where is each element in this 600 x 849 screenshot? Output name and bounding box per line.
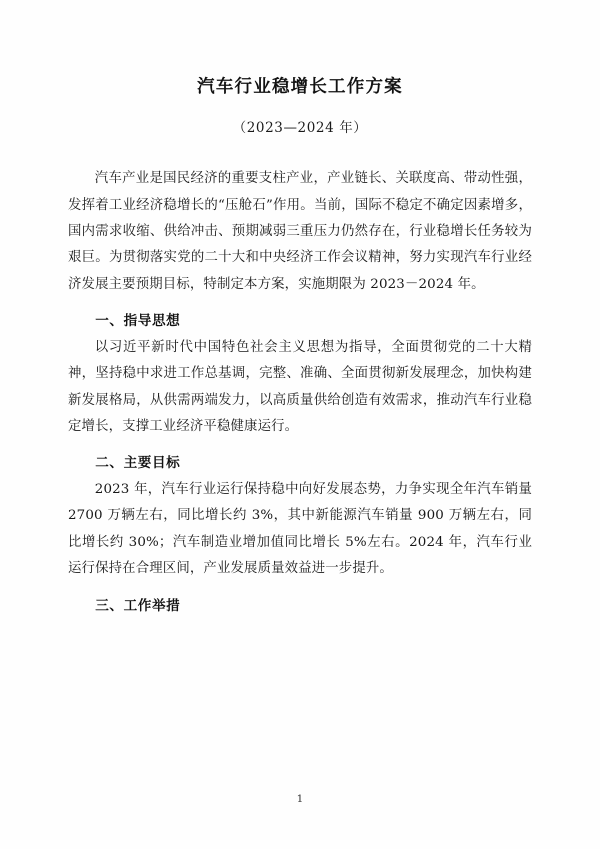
page-title: 汽车行业稳增长工作方案 (197, 77, 403, 97)
intro-paragraph: 汽车产业是国民经济的重要支柱产业，产业链长、关联度高、带动性强，发挥着工业经济稳增长的“压舱石”作用。当前，国际不稳定不确定因素增多，国内需求收缩、供给冲击、预期减弱三重压力仍然存在，行业稳增长任务较为艰巨。为贯彻落实党的二十大和中央经济工作会议精神，努力实现汽车行业经济发展主要预期目标，特制定本方案，实施期限为 2023－2024 年。 (68, 171, 532, 292)
section-heading-3: 三、工作举措 (95, 597, 181, 614)
document-body (68, 166, 532, 619)
section-body-2: 2023 年，汽车行业运行保持稳中向好发展态势，力争实现全年汽车销量 2700 万辆左右，同比增长约 3%，其中新能源汽车销量 900 万辆左右，同比增长约 30%；汽车制造业增加值同比增长 5%左右。2024 年，汽车行业运行保持在合理区间，产业发展质量效益进一步提升。 (68, 481, 532, 577)
section-heading-1: 一、指导思想 (95, 313, 181, 330)
page-number: 1 (296, 793, 304, 805)
section-body-1: 以习近平新时代中国特色社会主义思想为指导，全面贯彻党的二十大精神，坚持稳中求进工作总基调，完整、准确、全面贯彻新发展理念，加快构建新发展格局，从供需两端发力，以高质量供给创造有效需求，推动汽车行业稳定增长，支撑工业经济平稳健康运行。 (68, 339, 532, 434)
section-heading-2: 二、主要目标 (95, 455, 181, 472)
document-subtitle: （2023—2024 年） (232, 120, 368, 137)
